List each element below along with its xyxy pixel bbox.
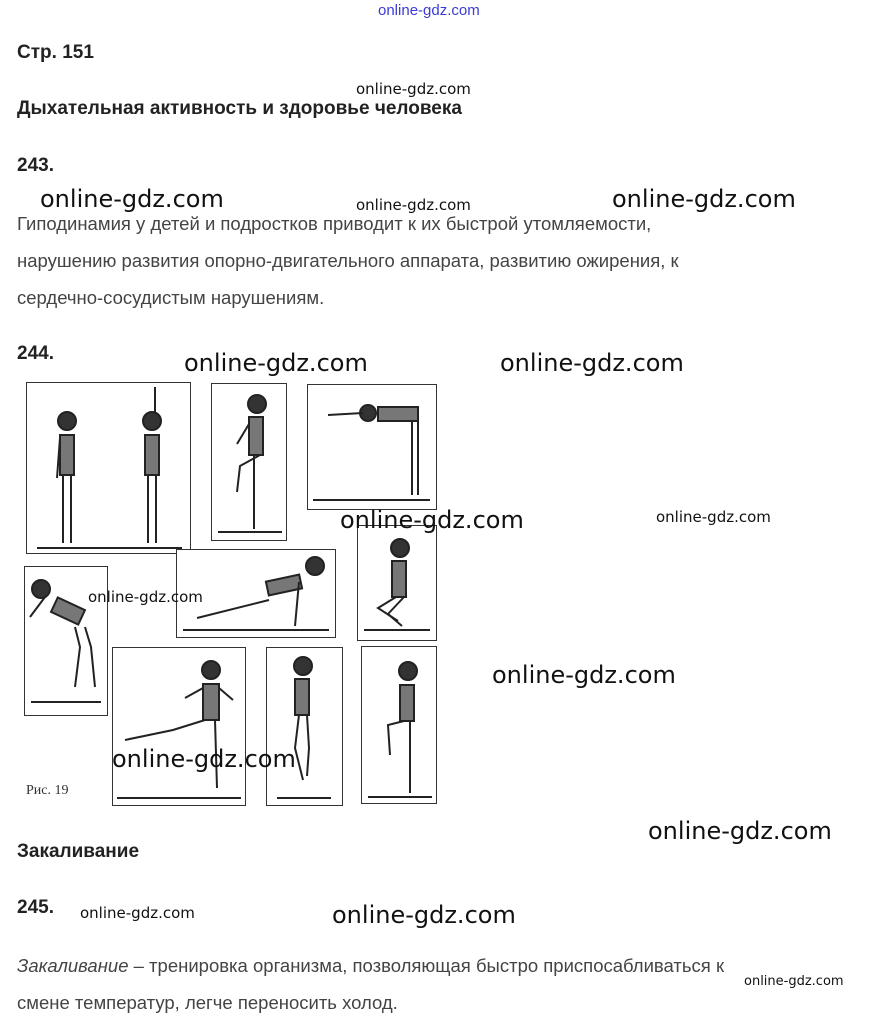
section-title-hardening: Закаливание: [17, 841, 140, 862]
exercise-figure-standing: [26, 382, 191, 554]
task-245-text: [17, 947, 724, 1021]
task-number-245: 245.: [17, 897, 54, 918]
watermark: online-gdz.com: [744, 974, 844, 989]
task-245-line-2: смене температур, легче переносить холод.: [17, 992, 398, 1013]
watermark: online-gdz.com: [500, 349, 684, 377]
exercise-figure-squat: [357, 525, 437, 641]
task-243-line-1: Гиподинамия у детей и подростков приводит к их быстрой утомляемости,: [17, 213, 652, 234]
figure-caption: Рис. 19: [26, 783, 69, 798]
watermark: online-gdz.com: [40, 185, 224, 213]
task-245-line-1: [17, 947, 724, 984]
watermark: online-gdz.com: [492, 661, 676, 689]
exercise-figure-marching: [361, 646, 437, 804]
task-245-line-1-rest: – тренировка организма, позволяющая быстро приспосабливаться к: [128, 955, 725, 976]
watermark: online-gdz.com: [656, 508, 771, 526]
watermark: online-gdz.com: [112, 745, 296, 773]
watermark: online-gdz.com: [648, 817, 832, 845]
exercise-figure-knee-raise: [211, 383, 287, 541]
watermark-top: online-gdz.com: [378, 2, 480, 19]
watermark: online-gdz.com: [184, 349, 368, 377]
task-number-243: 243.: [17, 155, 54, 176]
watermark: online-gdz.com: [88, 588, 203, 606]
watermark: online-gdz.com: [340, 506, 524, 534]
task-243-line-3: сердечно-сосудистым нарушениям.: [17, 287, 325, 308]
term-hardening: Закаливание: [17, 955, 129, 976]
task-243-line-2: нарушению развития опорно-двигательного аппарата, развитию ожирения, к: [17, 250, 679, 271]
exercise-figure-leg-lunge: [112, 647, 246, 806]
watermark: online-gdz.com: [80, 904, 195, 922]
exercise-figure-jump: [266, 647, 343, 806]
task-number-244: 244.: [17, 343, 54, 364]
page-label: Стр. 151: [17, 42, 94, 63]
watermark: online-gdz.com: [356, 196, 471, 214]
watermark: online-gdz.com: [332, 901, 516, 929]
watermark: online-gdz.com: [356, 80, 471, 98]
exercise-figure-bend: [307, 384, 437, 510]
section-title-breathing: Дыхательная активность и здоровье человека: [17, 98, 462, 119]
task-243-text: [17, 205, 679, 316]
watermark: online-gdz.com: [612, 185, 796, 213]
